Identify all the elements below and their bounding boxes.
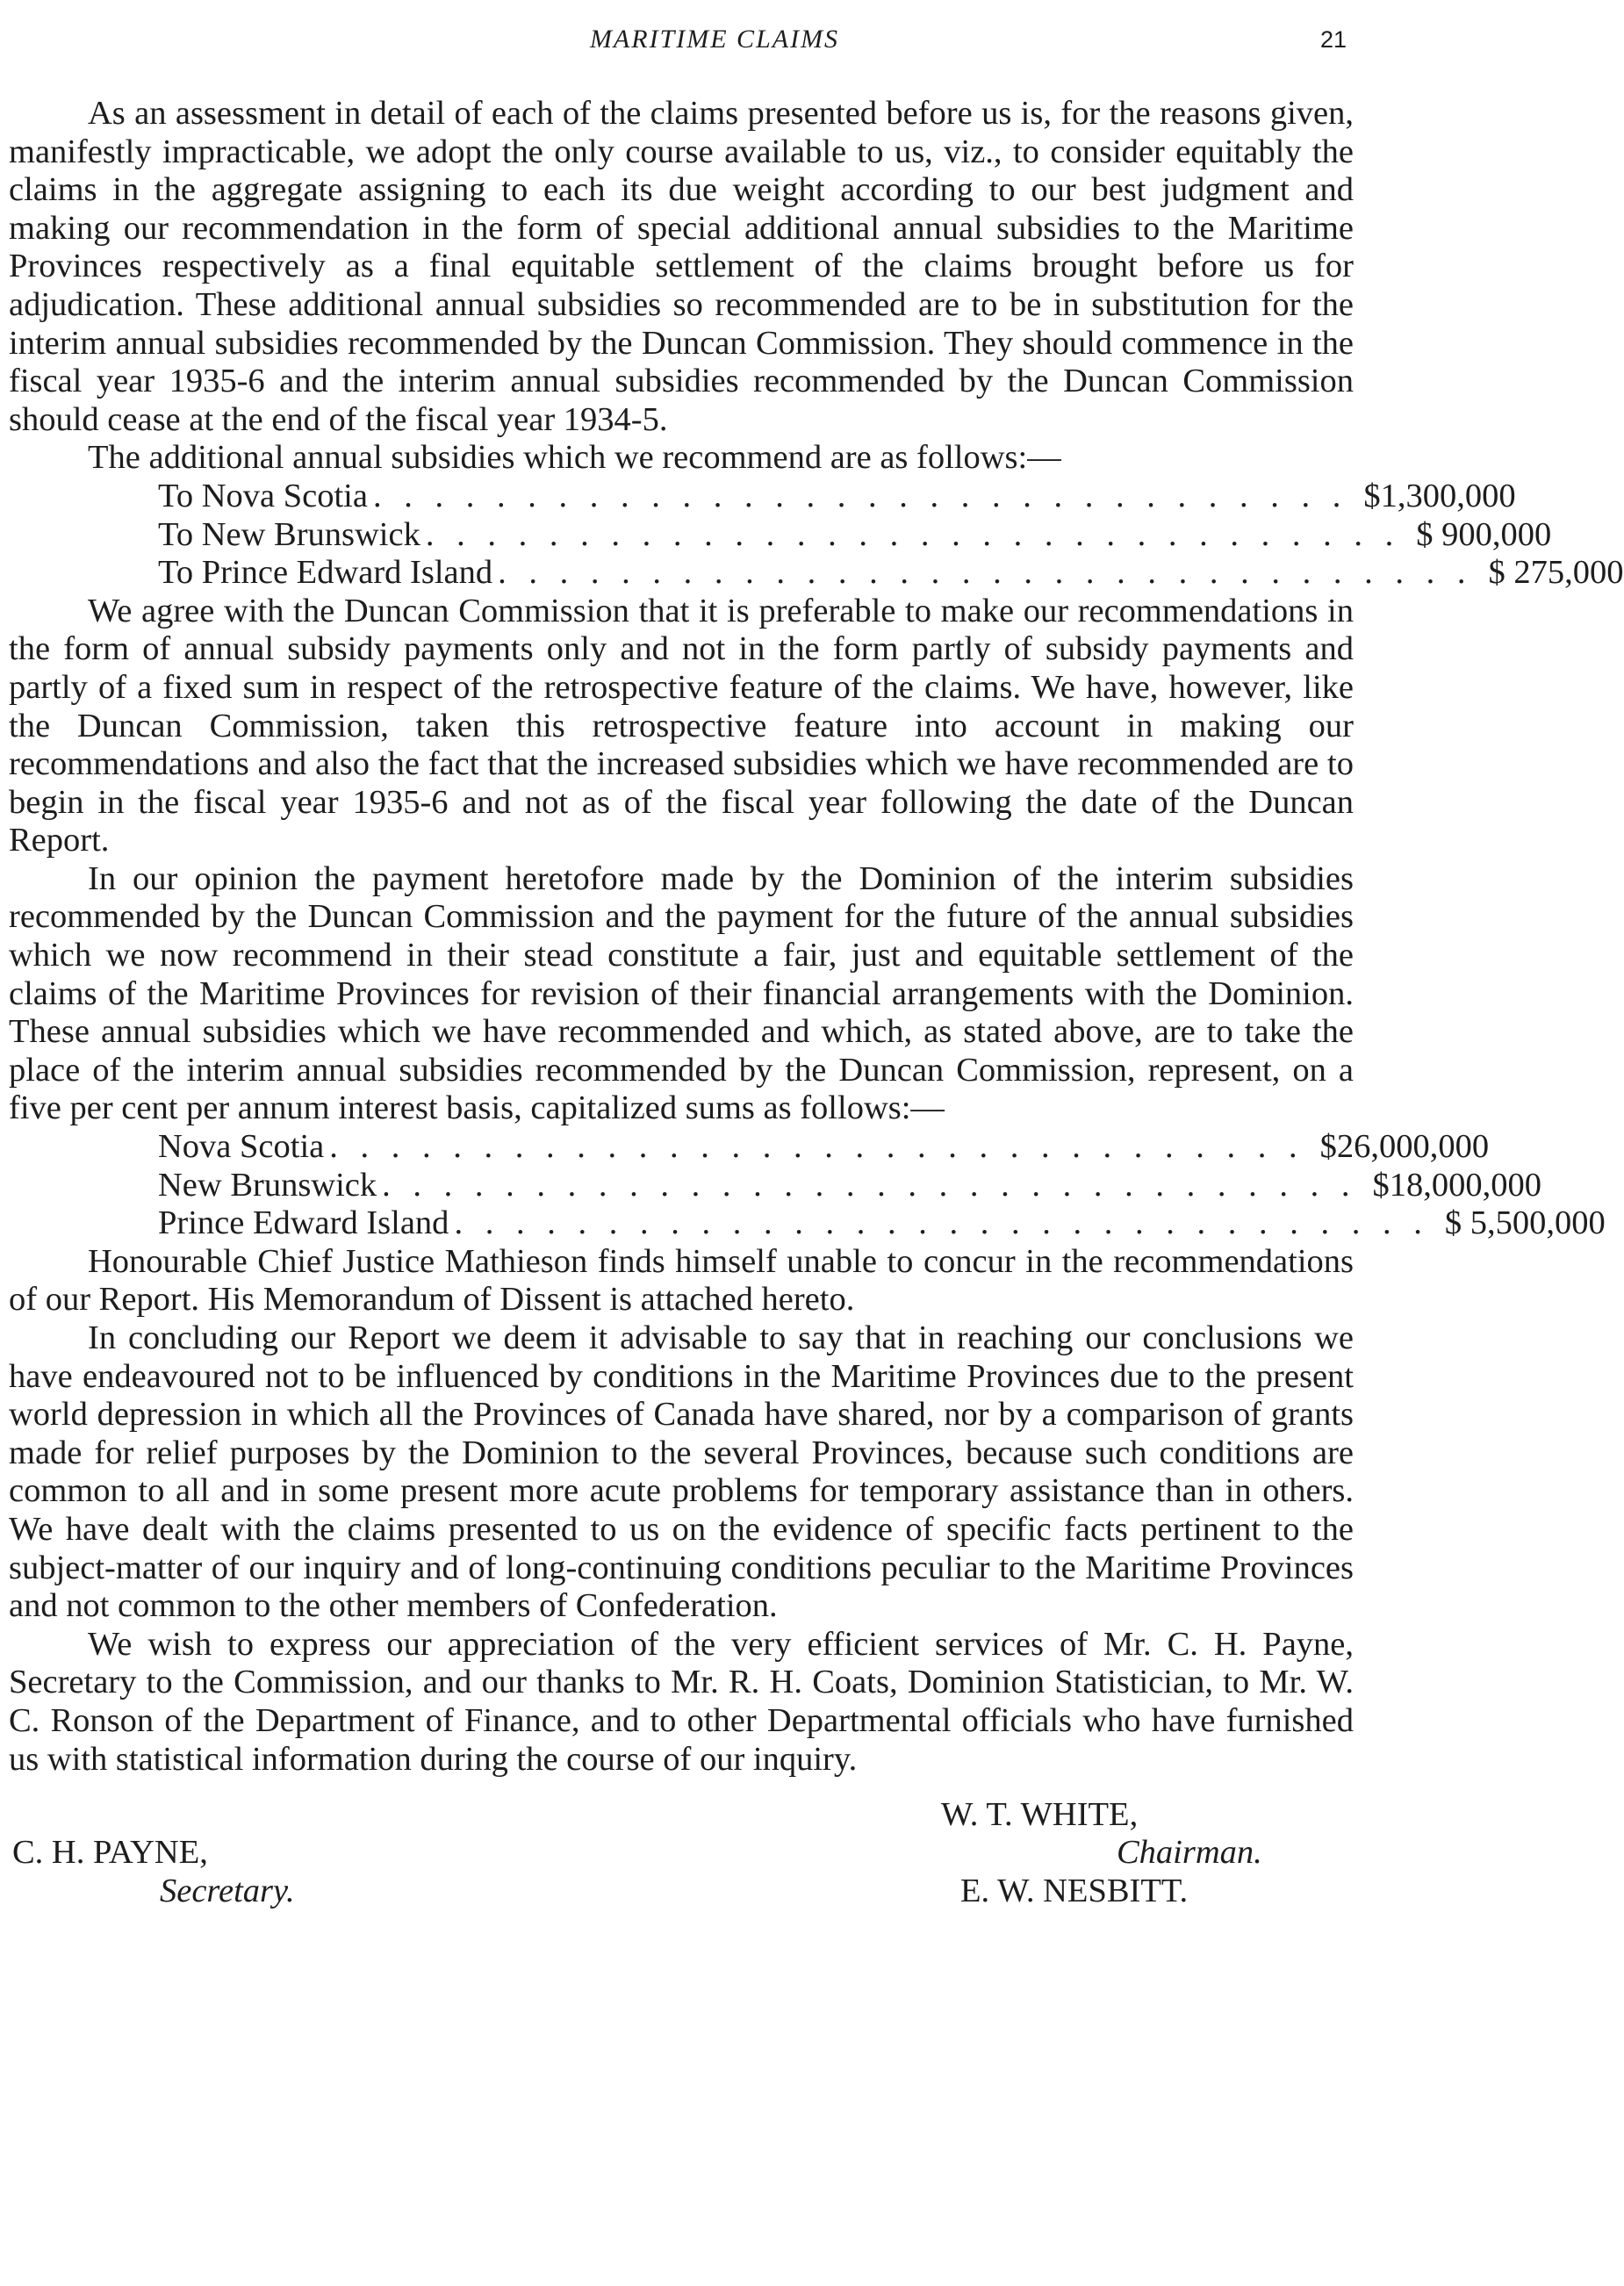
subsidy-province: To New Brunswick: [158, 515, 420, 553]
capitalized-amount: $26,000,000: [1319, 1128, 1490, 1166]
subsidy-province: To Prince Edward Island: [158, 554, 493, 592]
running-title: MARITIME CLAIMS: [589, 25, 840, 54]
capitalized-row-nova-scotia: [9, 1128, 1490, 1167]
page-number: 21: [1319, 26, 1347, 53]
subsidy-row-nova-scotia: [9, 477, 1516, 516]
dot-leader: . . . . . . . . . . . . . . . . . . . . . . . . . . . . . . . .: [372, 477, 1348, 514]
capitalized-province: Prince Edward Island: [158, 1204, 449, 1242]
subsidy-province: To Nova Scotia: [158, 477, 368, 514]
paragraph-opinion: In our opinion the payment heretofore made by the Dominion of the interim subsidies recommended by the Duncan Commission and the payment for the future of the annual subsidies which we now recommend in their stead constitute a fair, just and equitable settlement of the claims of the Maritime Provinces for revision of their financial arrangements with the Dominion. These annual subsidies which we have recommended and which, as stated above, are to take the place of the interim annual subsidies recommended by the Duncan Commission, represent, on a five per cent per annum interest basis, capitalized sums as follows:—: [9, 859, 1354, 1127]
paragraph-conclusion: In concluding our Report we deem it advisable to say that in reaching our conclusions we have endeavoured not to be influenced by conditions in the Maritime Provinces due to the present world depression in which all the Provinces of Canada have shared, nor by a comparison of grants made for relief purposes by the Dominion to the several Provinces, because such conditions are common to all and in some present more acute problems for temporary assistance than in others. We have dealt with the claims presented to us on the evidence of specific facts pertinent to the subject-matter of our inquiry and of long-continuing conditions peculiar to the Maritime Provinces and not common to the other members of Confederation.: [9, 1319, 1354, 1625]
subsidy-row-new-brunswick: [9, 515, 1552, 555]
subsidy-row-pei: [9, 554, 1624, 593]
capitalized-row-new-brunswick: [9, 1166, 1542, 1205]
capitalized-amount: $ 5,500,000: [1444, 1204, 1606, 1242]
annual-subsidies-table: [9, 477, 1624, 593]
paragraph-subsidies-intro: The additional annual subsidies which we recommend are as follows:—: [88, 439, 1061, 477]
member-name: E. W. NESBITT.: [960, 1873, 1189, 1910]
paragraph-dissent: Honourable Chief Justice Mathieson finds himself unable to concur in the recommendations of our Report. His Memorandum of Dissent is attached hereto.: [9, 1242, 1354, 1319]
subsidy-amount: $ 900,000: [1416, 515, 1552, 553]
chairman-name: W. T. WHITE,: [941, 1796, 1139, 1834]
capitalized-province: Nova Scotia: [158, 1128, 325, 1166]
secretary-name: C. H. PAYNE,: [12, 1834, 208, 1872]
dot-leader: . . . . . . . . . . . . . . . . . . . . . . . . . . . . . . . .: [498, 554, 1473, 592]
dot-leader: . . . . . . . . . . . . . . . . . . . . . . . . . . . . . . . .: [425, 515, 1401, 553]
subsidy-amount: $ 275,000: [1488, 554, 1624, 592]
paragraph-assessment: As an assessment in detail of each of the claims presented before us is, for the reasons given, manifestly impracticable, we adopt the only course available to us, viz., to consider equitably the claims in the aggregate assigning to each its due weight according to our best judgment and making our recommendation in the form of special additional annual subsidies to the Maritime Provinces respectively as a final equitable settlement of the claims brought before us for adjudication. These additional annual subsidies so recommended are to be in substitution for the interim annual subsidies recommended by the Duncan Commission. They should commence in the fiscal year 1935-6 and the interim annual subsidies recommended by the Duncan Commission should cease at the end of the fiscal year 1934-5.: [9, 95, 1354, 438]
chairman-title: Chairman.: [1117, 1834, 1262, 1872]
paragraph-appreciation: We wish to express our appreciation of the very efficient services of Mr. C. H. Payne, Secretary to the Commission, and our thanks to Mr. R. H. Coats, Dominion Statistician, to Mr. W. C. Ronson of the Department of Finance, and to other Departmental officials who have furnished us with statistical information during the course of our inquiry.: [9, 1625, 1354, 1778]
capitalized-province: New Brunswick: [158, 1166, 377, 1204]
report-body: [9, 95, 1624, 1919]
page-header: [0, 25, 1429, 60]
dot-leader: . . . . . . . . . . . . . . . . . . . . . . . . . . . . . . . .: [382, 1166, 1357, 1204]
subsidy-amount: $1,300,000: [1363, 477, 1516, 514]
capitalized-sums-table: [9, 1128, 1606, 1243]
signature-block: [9, 1796, 1354, 1919]
capitalized-amount: $18,000,000: [1372, 1166, 1542, 1204]
capitalized-row-pei: [9, 1204, 1606, 1243]
dot-leader: . . . . . . . . . . . . . . . . . . . . . . . . . . . . . . . .: [329, 1128, 1304, 1166]
paragraph-duncan-agreement: We agree with the Duncan Commission that it is preferable to make our recommendations in the form of annual subsidy payments only and not in the form partly of subsidy payments and partly of a fixed sum in respect of the retrospective feature of the claims. We have, however, like the Duncan Commission, taken this retrospective feature into account in making our recommendations and also the fact that the increased subsidies which we have recommended are to begin in the fiscal year 1935-6 and not as of the fiscal year following the date of the Duncan Report.: [9, 592, 1354, 859]
dot-leader: . . . . . . . . . . . . . . . . . . . . . . . . . . . . . . . .: [454, 1204, 1429, 1242]
secretary-title: Secretary.: [160, 1873, 295, 1910]
